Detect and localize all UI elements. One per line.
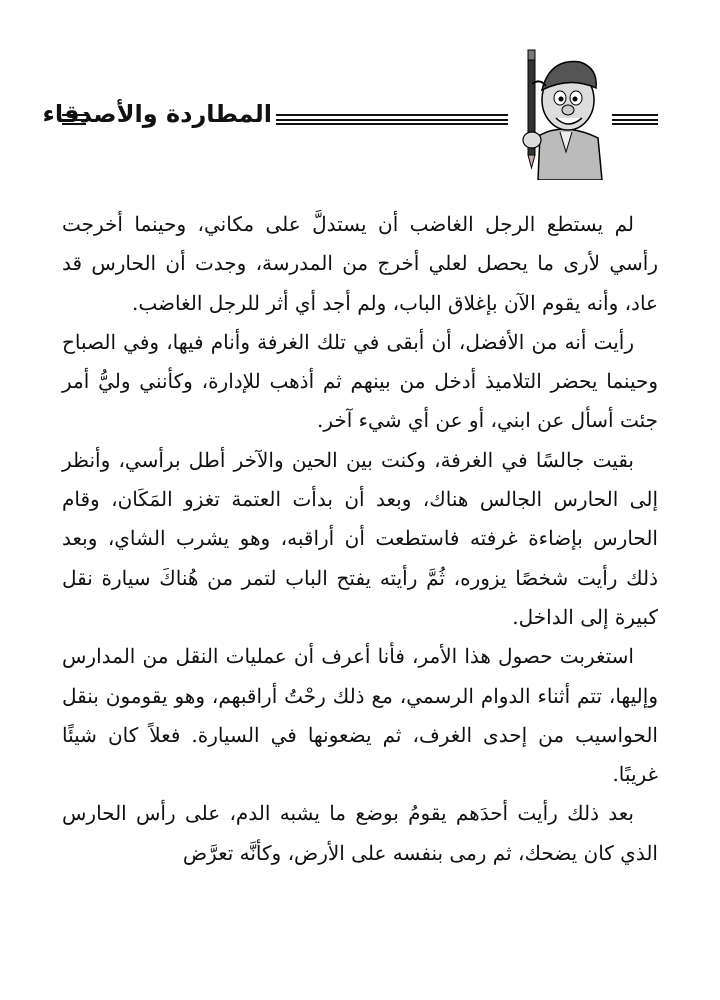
story-text (62, 205, 658, 873)
chapter-title: المطاردة والأصدقاء (42, 100, 272, 128)
paragraph: رأيت أنه من الأفضل، أن أبقى في تلك الغرفة وأنام فيها، وفي الصباح وحينما يحضر التلاميذ أدخل من بينهم ثم أذهب للإدارة، وكأنني وليُّ أمر جئت أسأل عن ابني، أو عن أي شيء آخر. (62, 329, 658, 433)
paragraph: استغربت حصول هذا الأمر، فأنا أعرف أن عمليات النقل من المدارس وإليها، تتم أثناء الدوام الرسمي، مع ذلك رحْتُ أراقبهم، وهو يقومون بنقل الحواسيب من إحدى الغرف، ثم يضعونها في السيارة. فعلاً كان شيئًا غريبًا. (62, 644, 658, 787)
boy-holding-pencil-illustration (510, 40, 610, 180)
paragraph: لم يستطع الرجل الغاضب أن يستدلَّ على مكاني، وحينما أخرجت رأسي لأرى ما يحصل لعلي أخرج من المدرسة، وجدت أن الحارس قد عاد، وأنه يقوم الآن بإغلاق الباب، ولم أجد أي أثر للرجل الغاضب. (62, 212, 658, 315)
paragraph: بعد ذلك رأيت أحدَهم يقومُ بوضع ما يشبه الدم، على رأس الحارس الذي كان يضحك، ثم رمى بنفسه على الأرض، وكأنَّه تعرَّض (62, 801, 658, 865)
decorative-rule-right (612, 114, 658, 125)
decorative-rule-middle (276, 114, 508, 125)
pencil-icon (528, 50, 535, 168)
paragraph: بقيت جالسًا في الغرفة، وكنت بين الحين والآخر أطل برأسي، وأنظر إلى الحارس الجالس هناك، وبعد أن بدأت العتمة تغزو المَكَان، وقام الحارس بإضاءة غرفته فاستطعت أن أراقبه، وهو يشرب الشاي، وبعد ذلك رأيت شخصًا يزوره، ثُمَّ رأيته يفتح الباب لتمر من هُناكَ سيارة نقل كبيرة إلى الداخل. (62, 447, 658, 629)
chapter-header (0, 40, 720, 190)
